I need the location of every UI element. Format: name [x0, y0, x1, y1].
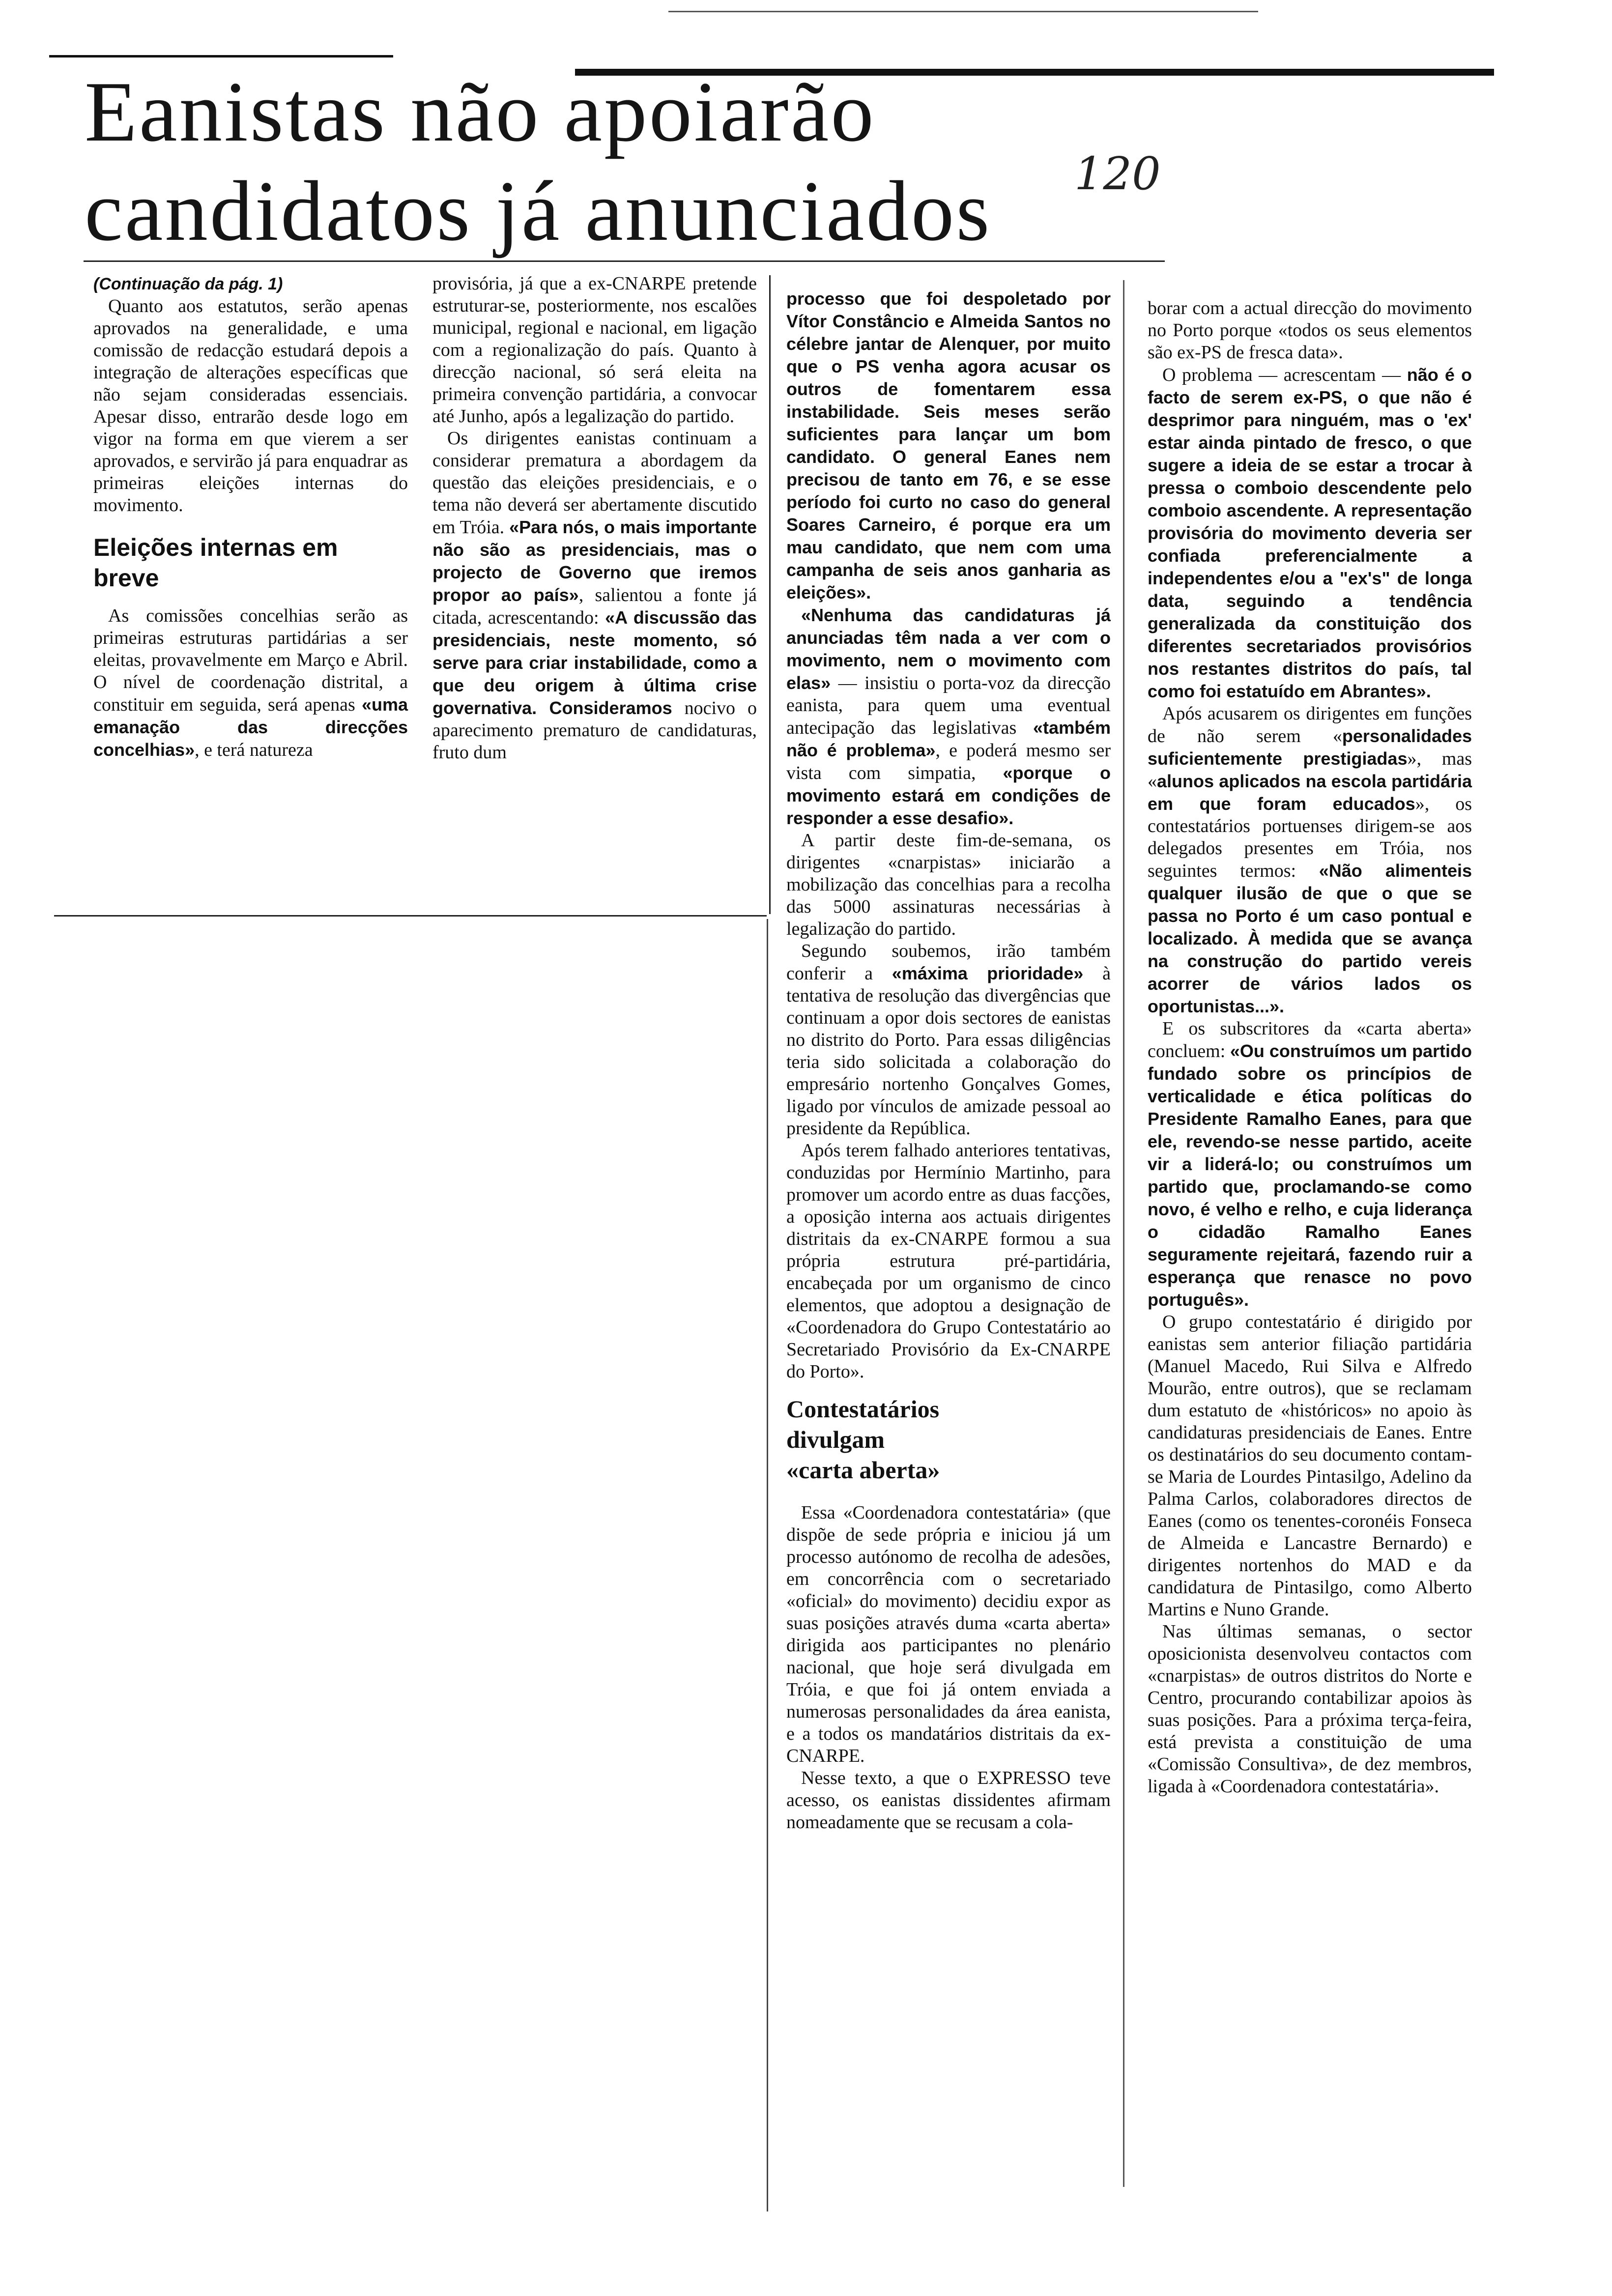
- paragraph: Nesse texto, a que o EXPRESSO teve acesso, os eanistas dissidentes afirmam nomeadamente que se recusam a cola-: [786, 1768, 1111, 1833]
- headline-underline: [84, 260, 1165, 262]
- headline-line-1: Eanistas não apoiarão: [85, 64, 876, 159]
- paragraph: provisória, já que a ex-CNARPE pretende estruturar-se, posteriormente, nos escalões municipal, regional e nacional, em ligação com a regionalização do país. Quanto à direcção nacional, só será eleita na primeira convenção partidária, a convocar até Junho, após a legalização do partido.: [432, 273, 757, 427]
- top-rule-left: [49, 55, 393, 57]
- paragraph: «Nenhuma das candidaturas já anunciadas têm nada a ver com o movimento, nem o movimento com elas» — insistiu o porta-voz da direcção eanista, para quem uma eventual antecipação das legislativas «também não é problema», e poderá mesmo ser vista com simpatia, «porque o movimento estará em condições de responder a esse desafio».: [786, 605, 1111, 828]
- paragraph: As comissões concelhias serão as primeiras estruturas partidárias a ser eleitas, provavelmente em Março e Abril. O nível de coordenação distrital, a constituir em seguida, será apenas «uma emanação das direcções concelhias», e terá natureza: [93, 605, 408, 760]
- paragraph: E os subscritores da «carta aberta» concluem: «Ou construímos um partido fundado sobre os princípios de verticalidade e ética políticas do Presidente Ramalho Eanes, para que ele, revendo-se nesse partido, aceite vir a liderá-lo; ou construímos um partido que, proclamando-se como novo, é velho e relho, e cuja liderança o cidadão Ramalho Eanes seguramente rejeitará, fazendo ruir a esperança que renasce no povo português».: [1148, 1018, 1472, 1310]
- column-divider: [769, 275, 771, 914]
- column-divider: [1123, 280, 1124, 2187]
- paragraph: Quanto aos estatutos, serão apenas aprovados na generalidade, e uma comissão de redacção estudará depois a integração de alterações específicas que não sejam consideradas essenciais. Apesar disso, entrarão desde logo em vigor na forma em que vierem a ser aprovados, e servirão já para enquadrar as primeiras eleições internas do movimento.: [93, 296, 408, 516]
- paragraph: Após terem falhado anteriores tentativas, conduzidas por Hermínio Martinho, para promover um acordo entre as duas facções, a oposição interna aos actuais dirigentes distritais da ex-CNARPE formou a sua própria estrutura pré-partidária, encabeçada por um organismo de cinco elementos, que adoptou a designação de «Coordenadora do Grupo Contestatário ao Secretariado Provisório da Ex-CNARPE do Porto».: [786, 1140, 1111, 1382]
- paragraph: Segundo soubemos, irão também conferir a «máxima prioridade» à tentativa de resolução das divergências que continuam a opor dois sectores de eanistas no distrito do Porto. Para essas diligências teria sido solicitada a colaboração do empresário nortenho Gonçalves Gomes, ligado por vínculos de amizade pessoal ao presidente da República.: [786, 941, 1111, 1139]
- paragraph: borar com a actual direcção do movimento no Porto porque «todos os seus elementos são ex-PS de fresca data».: [1148, 298, 1472, 363]
- column-4: [1148, 297, 1472, 1798]
- paragraph: Após acusarem os dirigentes em funções de não serem «personalidades suficientemente prestigiadas», mas «alunos aplicados na escola partidária em que foram educados», os contestatários portuenses dirigem-se aos delegados presentes em Tróia, nos seguintes termos: «Não alimenteis qualquer ilusão de que o que se passa no Porto é um caso pontual e localizado. À medida que se avança na construção do partido vereis acorrer de vários lados os oportunistas...».: [1148, 703, 1472, 1016]
- subheading-contestatarios: [786, 1394, 1111, 1485]
- paragraph: A partir deste fim-de-semana, os dirigentes «cnarpistas» iniciarão a mobilização das concelhias para a recolha das 5000 assinaturas necessárias à legalização do partido.: [786, 830, 1111, 939]
- handwritten-note: 120: [1074, 147, 1161, 200]
- top-rule-thin: [668, 11, 1258, 12]
- column-2: [432, 273, 757, 764]
- paragraph: processo que foi despoletado por Vítor Constâncio e Almeida Santos no célebre jantar de Alenquer, por muito que o PS venha agora acusar os outros de fomentarem essa instabilidade. Seis meses serão suficientes para lançar um bom candidato. O general Eanes nem precisou de tanto em 76, e se esse período foi curto no caso do general Soares Carneiro, é porque era um mau candidato, que nem com uma campanha de seis anos ganharia as eleições».: [786, 288, 1111, 603]
- paragraph: O problema — acrescentam — não é o facto de serem ex-PS, o que não é desprimor para ninguém, mas o 'ex' estar ainda pintado de fresco, o que sugere a ideia de se estar a trocar à pressa o comboio descendente pelo comboio ascendente. A representação provisória do movimento deveria ser confiada preferencialmente a independentes e/ou a "ex's" de longa data, seguindo a tendência generalizada da constituição dos diferentes secretariados provisórios nos restantes distritos do país, tal como foi estatuído em Abrantes».: [1148, 365, 1472, 701]
- subheading-line: divulgam: [786, 1426, 885, 1453]
- headline-line-2: candidatos já anunciados: [85, 163, 992, 258]
- subheading-line: «carta aberta»: [786, 1456, 940, 1484]
- column-1: [93, 273, 408, 761]
- column-divider: [767, 919, 768, 2211]
- column-3: [786, 287, 1111, 1834]
- subheading-eleicoes-internas: Eleições internas em breve: [93, 534, 338, 592]
- continuation-note: (Continuação da pág. 1): [93, 275, 283, 293]
- paragraph: O grupo contestatário é dirigido por eanistas sem anterior filiação partidária (Manuel Macedo, Rui Silva e Alfredo Mourão, entre outros), que se reclamam dum estatuto de «históricos» no apoio às candidaturas presidenciais de Eanes. Entre os destinatários do seu documento contam-se Maria de Lourdes Pintasilgo, Adelino da Palma Carlos, colaboradores directos de Eanes (como os tenentes-coronéis Fonseca de Almeida e Lancastre Bernardo) e dirigentes nortenhos do MAD e da candidatura de Pintasilgo, como Alberto Martins e Nuno Grande.: [1148, 1312, 1472, 1620]
- paragraph: Os dirigentes eanistas continuam a considerar prematura a abordagem da questão das eleições presidenciais, e o tema não deverá ser abertamente discutido em Tróia. «Para nós, o mais importante não são as presidenciais, mas o projecto de Governo que iremos propor ao país», salientou a fonte já citada, acrescentando: «A discussão das presidenciais, neste momento, só serve para criar instabilidade, como a que deu origem à última crise governativa. Consideramos nocivo o aparecimento prematuro de candidaturas, fruto dum: [432, 428, 757, 763]
- paragraph: Essa «Coordenadora contestatária» (que dispõe de sede própria e iniciou já um processo autónomo de recolha de adesões, em concorrência com o secretariado «oficial» do movimento) decidiu expor as suas posições através duma «carta aberta» dirigida aos participantes no plenário nacional, que hoje será divulgada em Tróia, e que foi já ontem enviada a numerosas personalidades da área eanista, e a todos os mandatários distritais da ex-CNARPE.: [786, 1502, 1111, 1766]
- section-rule-left: [54, 915, 767, 917]
- subheading-line: Contestatários: [786, 1395, 940, 1423]
- paragraph: Nas últimas semanas, o sector oposicionista desenvolveu contactos com «cnarpistas» de outros distritos do Norte e Centro, procurando contabilizar apoios às suas posições. Para a próxima terça-feira, está prevista a constituição de uma «Comissão Consultiva», de dez membros, ligada à «Coordenadora contestatária».: [1148, 1621, 1472, 1797]
